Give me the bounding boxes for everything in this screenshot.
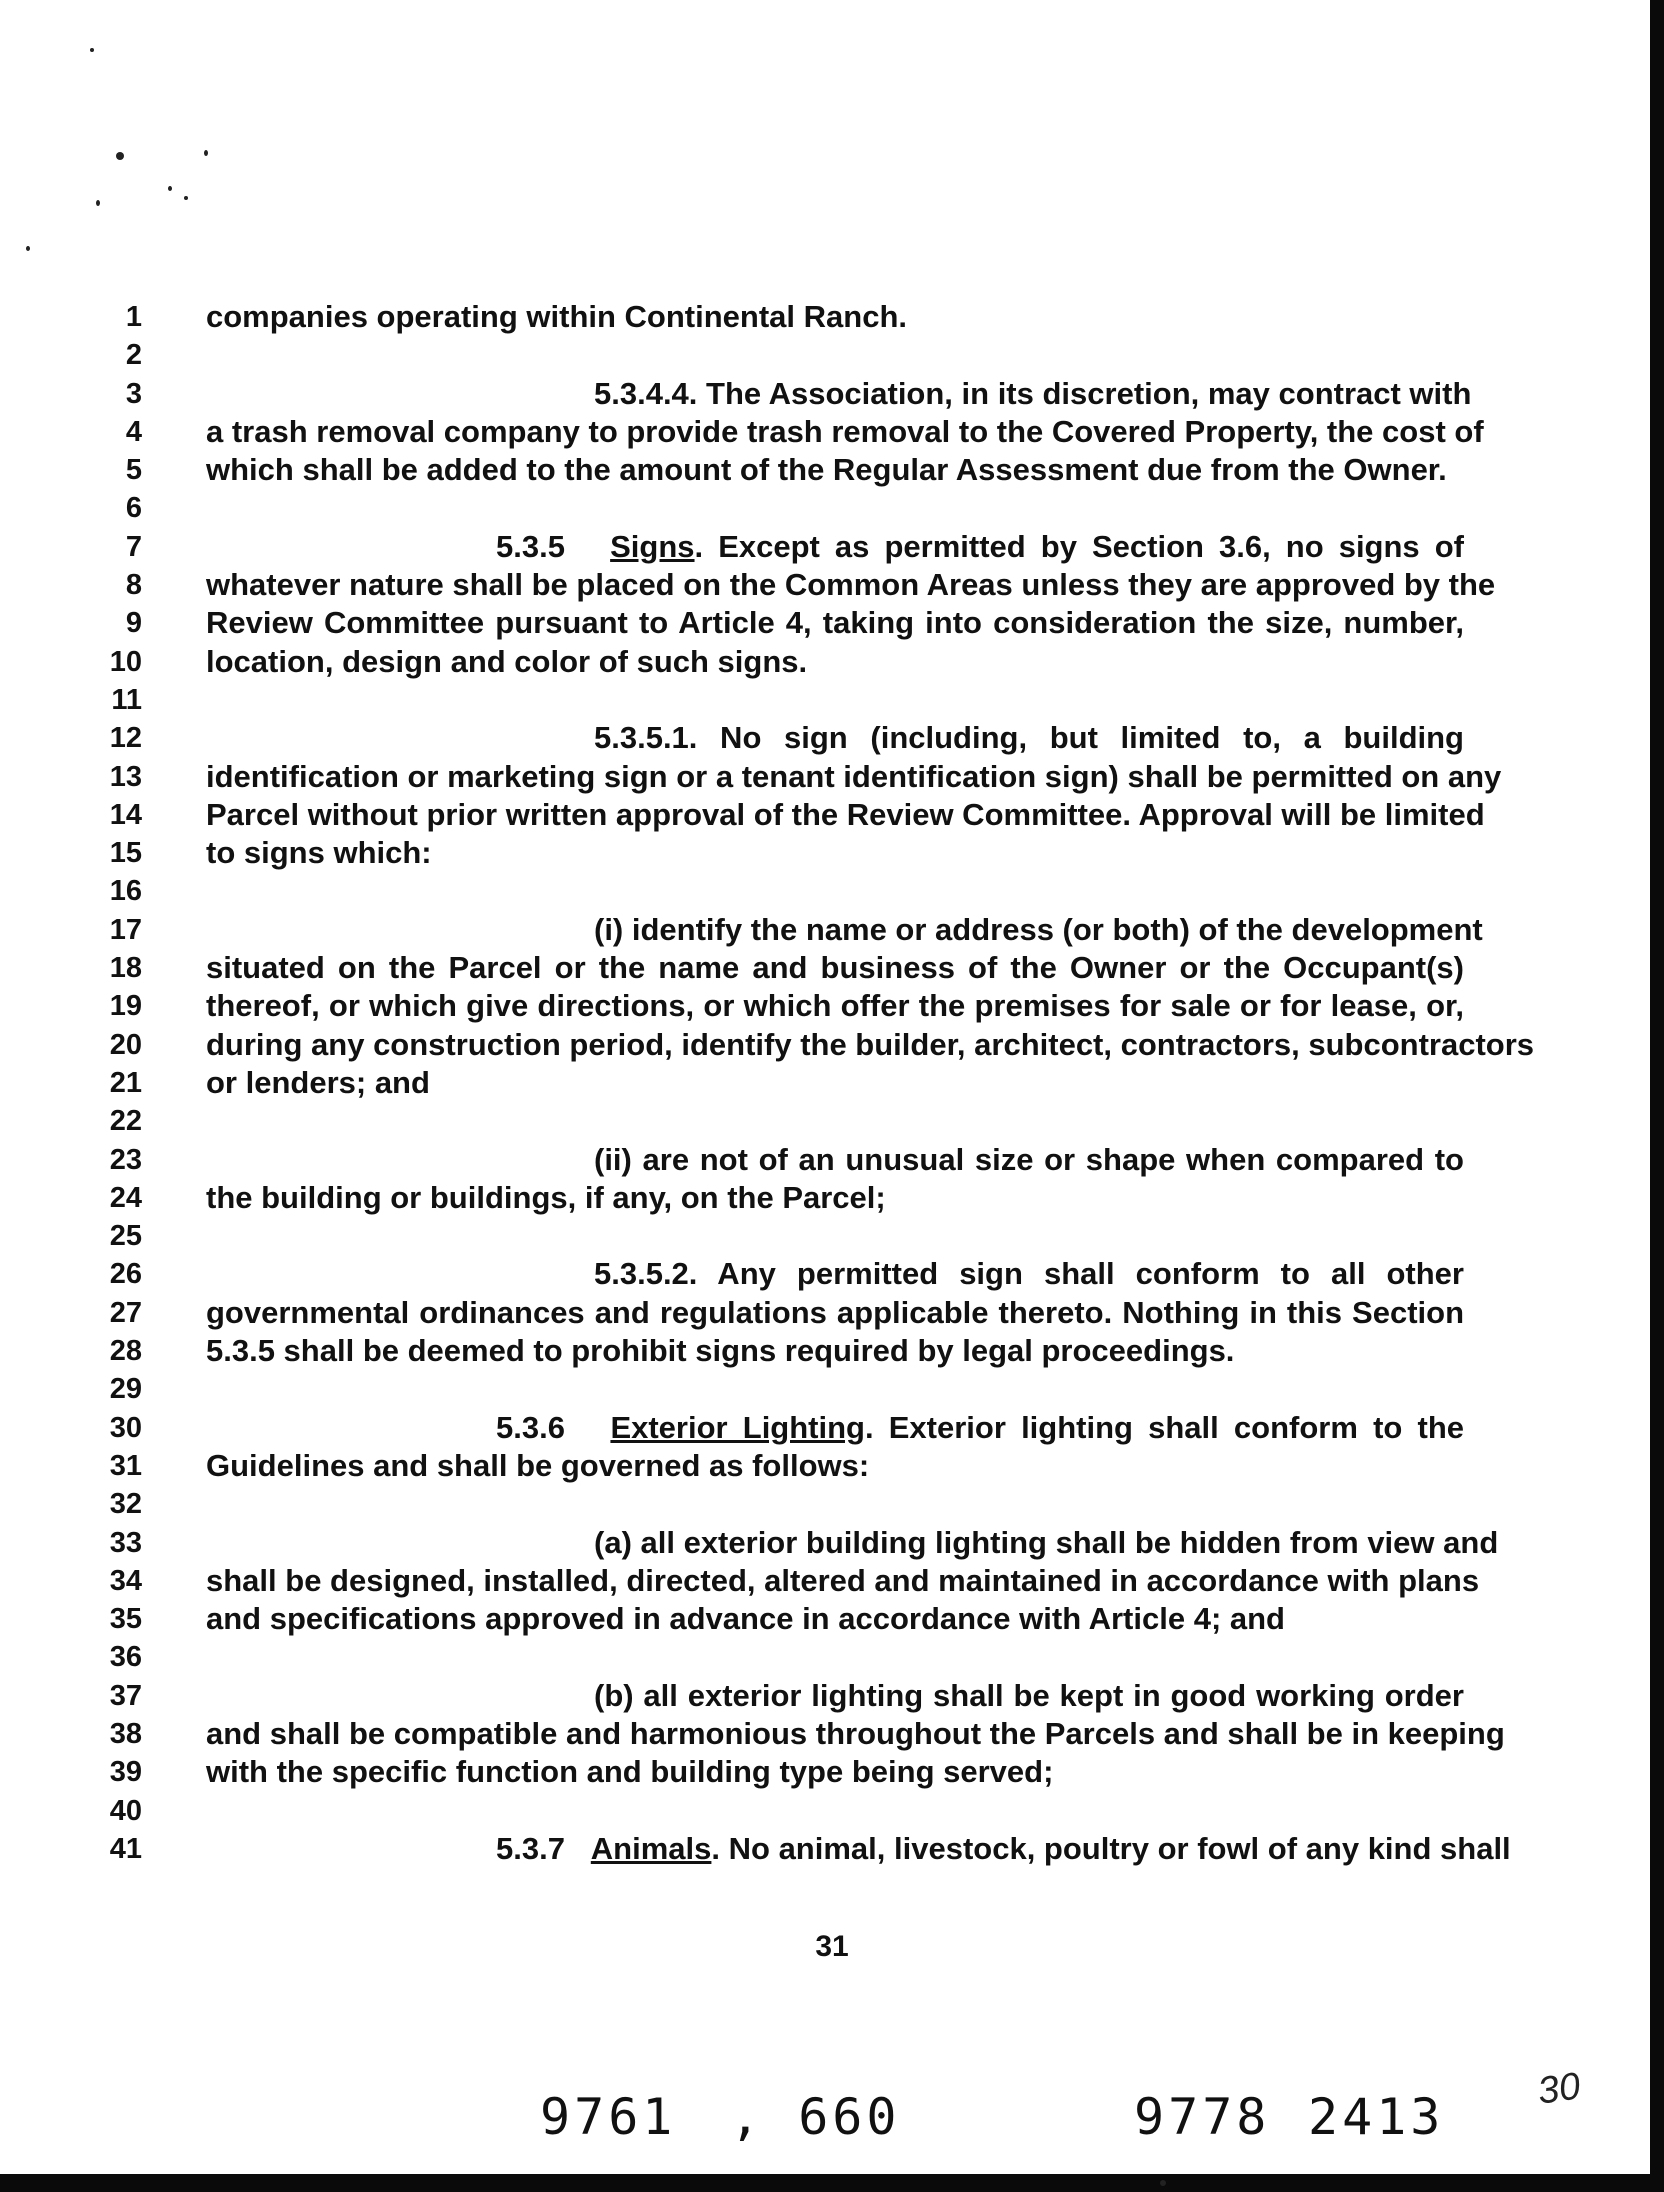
- line-number: 31: [109, 1449, 142, 1482]
- blank-line: [206, 1217, 1464, 1255]
- text-line: location, design and color of such signs.: [206, 643, 808, 679]
- scan-speck: [204, 150, 208, 156]
- blank-line: [206, 1102, 1464, 1140]
- section-title: Signs: [610, 528, 695, 564]
- bates-stamp-3: 9778: [1134, 2088, 1271, 2146]
- section-heading-line: [206, 1830, 1511, 1868]
- scan-speck: [184, 196, 188, 200]
- text-line: shall be designed, installed, directed, altered and maintained in accordance with plans: [206, 1562, 1480, 1598]
- line-number: 14: [109, 798, 142, 831]
- blank-line: [206, 681, 1464, 719]
- line-number: 34: [109, 1564, 142, 1597]
- line-number: 32: [109, 1488, 142, 1521]
- line-number: 39: [109, 1756, 142, 1789]
- text-line: (i) identify the name or address (or both) of the development: [594, 911, 1483, 947]
- line-number: 37: [109, 1679, 142, 1712]
- text-line: the building or buildings, if any, on the Parcel;: [206, 1179, 886, 1215]
- text-line: a trash removal company to provide trash removal to the Covered Property, the cost of: [206, 413, 1484, 449]
- section-number: 5.3.5: [496, 528, 565, 564]
- line-number: 28: [109, 1335, 142, 1368]
- page-number: 31: [815, 1930, 849, 1963]
- text-line: whatever nature shall be placed on the Common Areas unless they are approved by the: [206, 567, 1496, 603]
- text-line: 5.3.5.1. No sign (including, but limited to, a building: [594, 720, 1464, 756]
- blank-line: [206, 1792, 1464, 1830]
- section-number: 5.3.7: [496, 1830, 565, 1866]
- line-number: 41: [109, 1832, 142, 1865]
- line-number: 23: [109, 1143, 142, 1176]
- line-number: 40: [109, 1794, 142, 1827]
- text-line: companies operating within Continental Ranch.: [206, 299, 907, 334]
- text-line: 5.3.5.2. Any permitted sign shall conform to all other: [594, 1256, 1464, 1292]
- handwritten-mark: 30: [1535, 2065, 1583, 2113]
- line-number: 27: [109, 1296, 142, 1329]
- text-line: identification or marketing sign or a tenant identification sign) shall be permitted on any: [206, 758, 1502, 794]
- section-text: . Except as permitted by Section 3.6, no signs of: [694, 528, 1464, 564]
- scan-speck: [90, 48, 94, 52]
- line-number: 7: [125, 530, 142, 563]
- section-heading-line: [206, 528, 1464, 566]
- scan-speck: [96, 200, 100, 206]
- line-number: 25: [109, 1220, 142, 1253]
- scan-speck: [1160, 2180, 1166, 2186]
- text-line: (a) all exterior building lighting shall be hidden from view and: [594, 1524, 1499, 1560]
- text-line: 5.3.4.4. The Association, in its discretion, may contract with: [594, 375, 1472, 411]
- line-number: 33: [109, 1526, 142, 1559]
- section-number: 5.3.6: [496, 1409, 565, 1445]
- text-line: or lenders; and: [206, 1064, 430, 1100]
- text-line: governmental ordinances and regulations applicable thereto. Nothing in this Section: [206, 1294, 1464, 1330]
- line-number: 2: [125, 339, 142, 372]
- text-line: situated on the Parcel or the name and business of the Owner or the Occupant(s): [206, 950, 1464, 986]
- line-number: 15: [109, 837, 142, 870]
- line-number: 22: [109, 1105, 142, 1138]
- line-number: 38: [109, 1717, 142, 1750]
- text-line: 5.3.5 shall be deemed to prohibit signs required by legal proceedings.: [206, 1333, 1235, 1369]
- line-numbers: [82, 298, 142, 1868]
- line-number: 29: [109, 1373, 142, 1406]
- line-number: 24: [109, 1181, 142, 1214]
- scan-speck: [26, 246, 30, 251]
- line-number: 1: [125, 301, 142, 333]
- section-heading-line: [206, 1409, 1464, 1447]
- line-number: 19: [109, 990, 142, 1023]
- text-line: (b) all exterior lighting shall be kept in good working order: [594, 1677, 1464, 1713]
- bates-stamp-2: , 660: [730, 2088, 901, 2146]
- line-number: 8: [125, 569, 142, 602]
- line-number: 9: [125, 607, 142, 640]
- blank-line: [206, 872, 1464, 910]
- section-title: Exterior Lighting: [610, 1409, 865, 1445]
- text-line: with the specific function and building type being served;: [206, 1754, 1054, 1790]
- line-number: 17: [109, 913, 142, 946]
- text-line: to signs which:: [206, 835, 432, 871]
- text-line: Review Committee pursuant to Article 4, taking into consideration the size, number,: [206, 605, 1464, 641]
- text-line: Parcel without prior written approval of the Review Committee. Approval will be limited: [206, 796, 1485, 832]
- bates-stamp-4: 2413: [1308, 2088, 1445, 2146]
- line-number: 5: [125, 454, 142, 487]
- text-line: which shall be added to the amount of the Regular Assessment due from the Owner.: [206, 452, 1447, 488]
- line-number: 13: [109, 760, 142, 793]
- line-number: 11: [111, 683, 142, 716]
- line-number: 36: [109, 1641, 142, 1674]
- blank-line: [206, 1638, 1464, 1676]
- text-line: and specifications approved in advance in accordance with Article 4; and: [206, 1601, 1285, 1637]
- line-number: 20: [109, 1028, 142, 1061]
- text-line: Guidelines and shall be governed as follows:: [206, 1447, 870, 1483]
- line-number: 4: [125, 415, 142, 448]
- text-line: during any construction period, identify the builder, architect, contractors, subcontractors: [206, 1026, 1535, 1062]
- blank-line: [206, 336, 1464, 374]
- line-number: 26: [109, 1258, 142, 1291]
- text-line: and shall be compatible and harmonious throughout the Parcels and shall be in keeping: [206, 1715, 1505, 1751]
- blank-line: [206, 1370, 1464, 1408]
- line-number: 21: [109, 1066, 142, 1099]
- line-number: 10: [109, 645, 142, 678]
- blank-line: [206, 489, 1464, 527]
- line-number: 35: [109, 1603, 142, 1636]
- blank-line: [206, 1485, 1464, 1523]
- scan-speck: [168, 186, 172, 191]
- line-number: 16: [109, 875, 142, 908]
- line-number: 3: [125, 377, 142, 410]
- line-number: 6: [125, 492, 142, 525]
- text-line: thereof, or which give directions, or which offer the premises for sale or for lease, or,: [206, 988, 1464, 1024]
- section-text: . No animal, livestock, poultry or fowl of any kind shall: [711, 1830, 1511, 1866]
- line-number: 30: [109, 1411, 142, 1444]
- line-number: 18: [109, 952, 142, 985]
- line-number: 12: [109, 722, 142, 755]
- bates-stamp-1: 9761: [540, 2088, 677, 2146]
- text-line: (ii) are not of an unusual size or shape when compared to: [594, 1141, 1464, 1177]
- document-body: [206, 298, 1535, 1868]
- scan-speck: [116, 152, 124, 160]
- section-text: . Exterior lighting shall conform to the: [864, 1409, 1465, 1445]
- section-title: Animals: [590, 1830, 712, 1866]
